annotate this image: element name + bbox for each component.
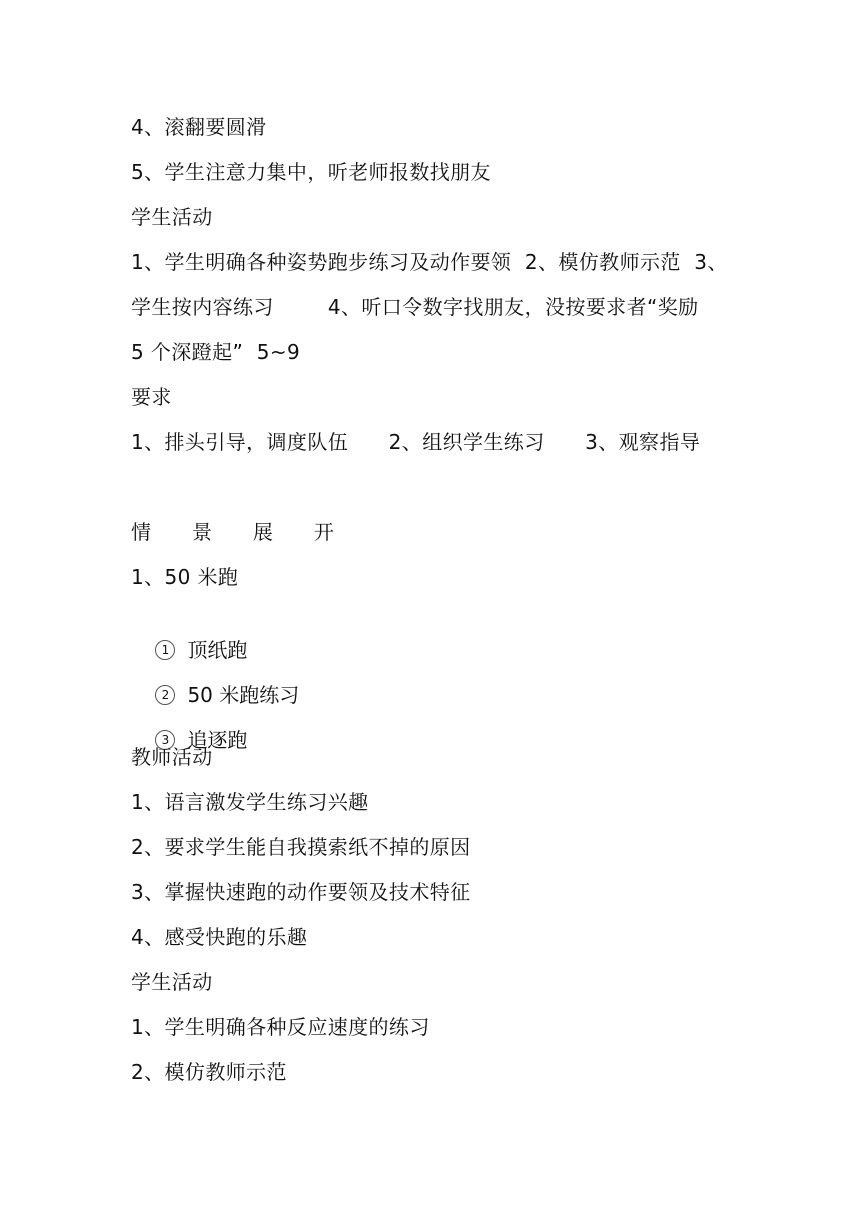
text-line: 2、模仿教师示范 <box>131 1060 287 1084</box>
section-heading: 学生活动 <box>131 970 213 994</box>
text-line: 5、学生注意力集中，听老师报数找朋友 <box>131 160 491 184</box>
item-text: 顶纸跑 <box>187 638 248 662</box>
circled-number-marker: 1 <box>155 640 175 660</box>
circled-number-marker: 3 <box>155 730 175 750</box>
text-line: 1、学生明确各种姿势跑步练习及动作要领 2、模仿教师示范 3、 <box>131 250 728 274</box>
section-title: 情 景 展 开 <box>131 520 335 544</box>
text-line: 1、50 米跑 <box>131 565 239 589</box>
text-line: 2、要求学生能自我摸索纸不掉的原因 <box>131 835 471 859</box>
text-line: 4、滚翻要圆滑 <box>131 115 267 139</box>
text-line: 4、感受快跑的乐趣 <box>131 925 308 949</box>
text-line: 1、语言激发学生练习兴趣 <box>131 790 369 814</box>
section-heading: 要求 <box>131 385 172 409</box>
text-line: 学生按内容练习 4、听口令数字找朋友，没按要求者“奖励 <box>131 295 699 319</box>
item-text: 追逐跑 <box>187 728 248 752</box>
section-heading: 教师活动 <box>131 745 213 769</box>
text-line: 1、学生明确各种反应速度的练习 <box>131 1015 430 1039</box>
circled-number-marker: 2 <box>155 685 175 705</box>
text-line: 3、掌握快速跑的动作要领及技术特征 <box>131 880 471 904</box>
text-line: 1、排头引导，调度队伍 2、组织学生练习 3、观察指导 <box>131 430 701 454</box>
section-heading: 学生活动 <box>131 205 213 229</box>
text-line: 5 个深蹬起” 5~9 <box>131 340 301 364</box>
item-text: 50 米跑练习 <box>187 683 300 707</box>
